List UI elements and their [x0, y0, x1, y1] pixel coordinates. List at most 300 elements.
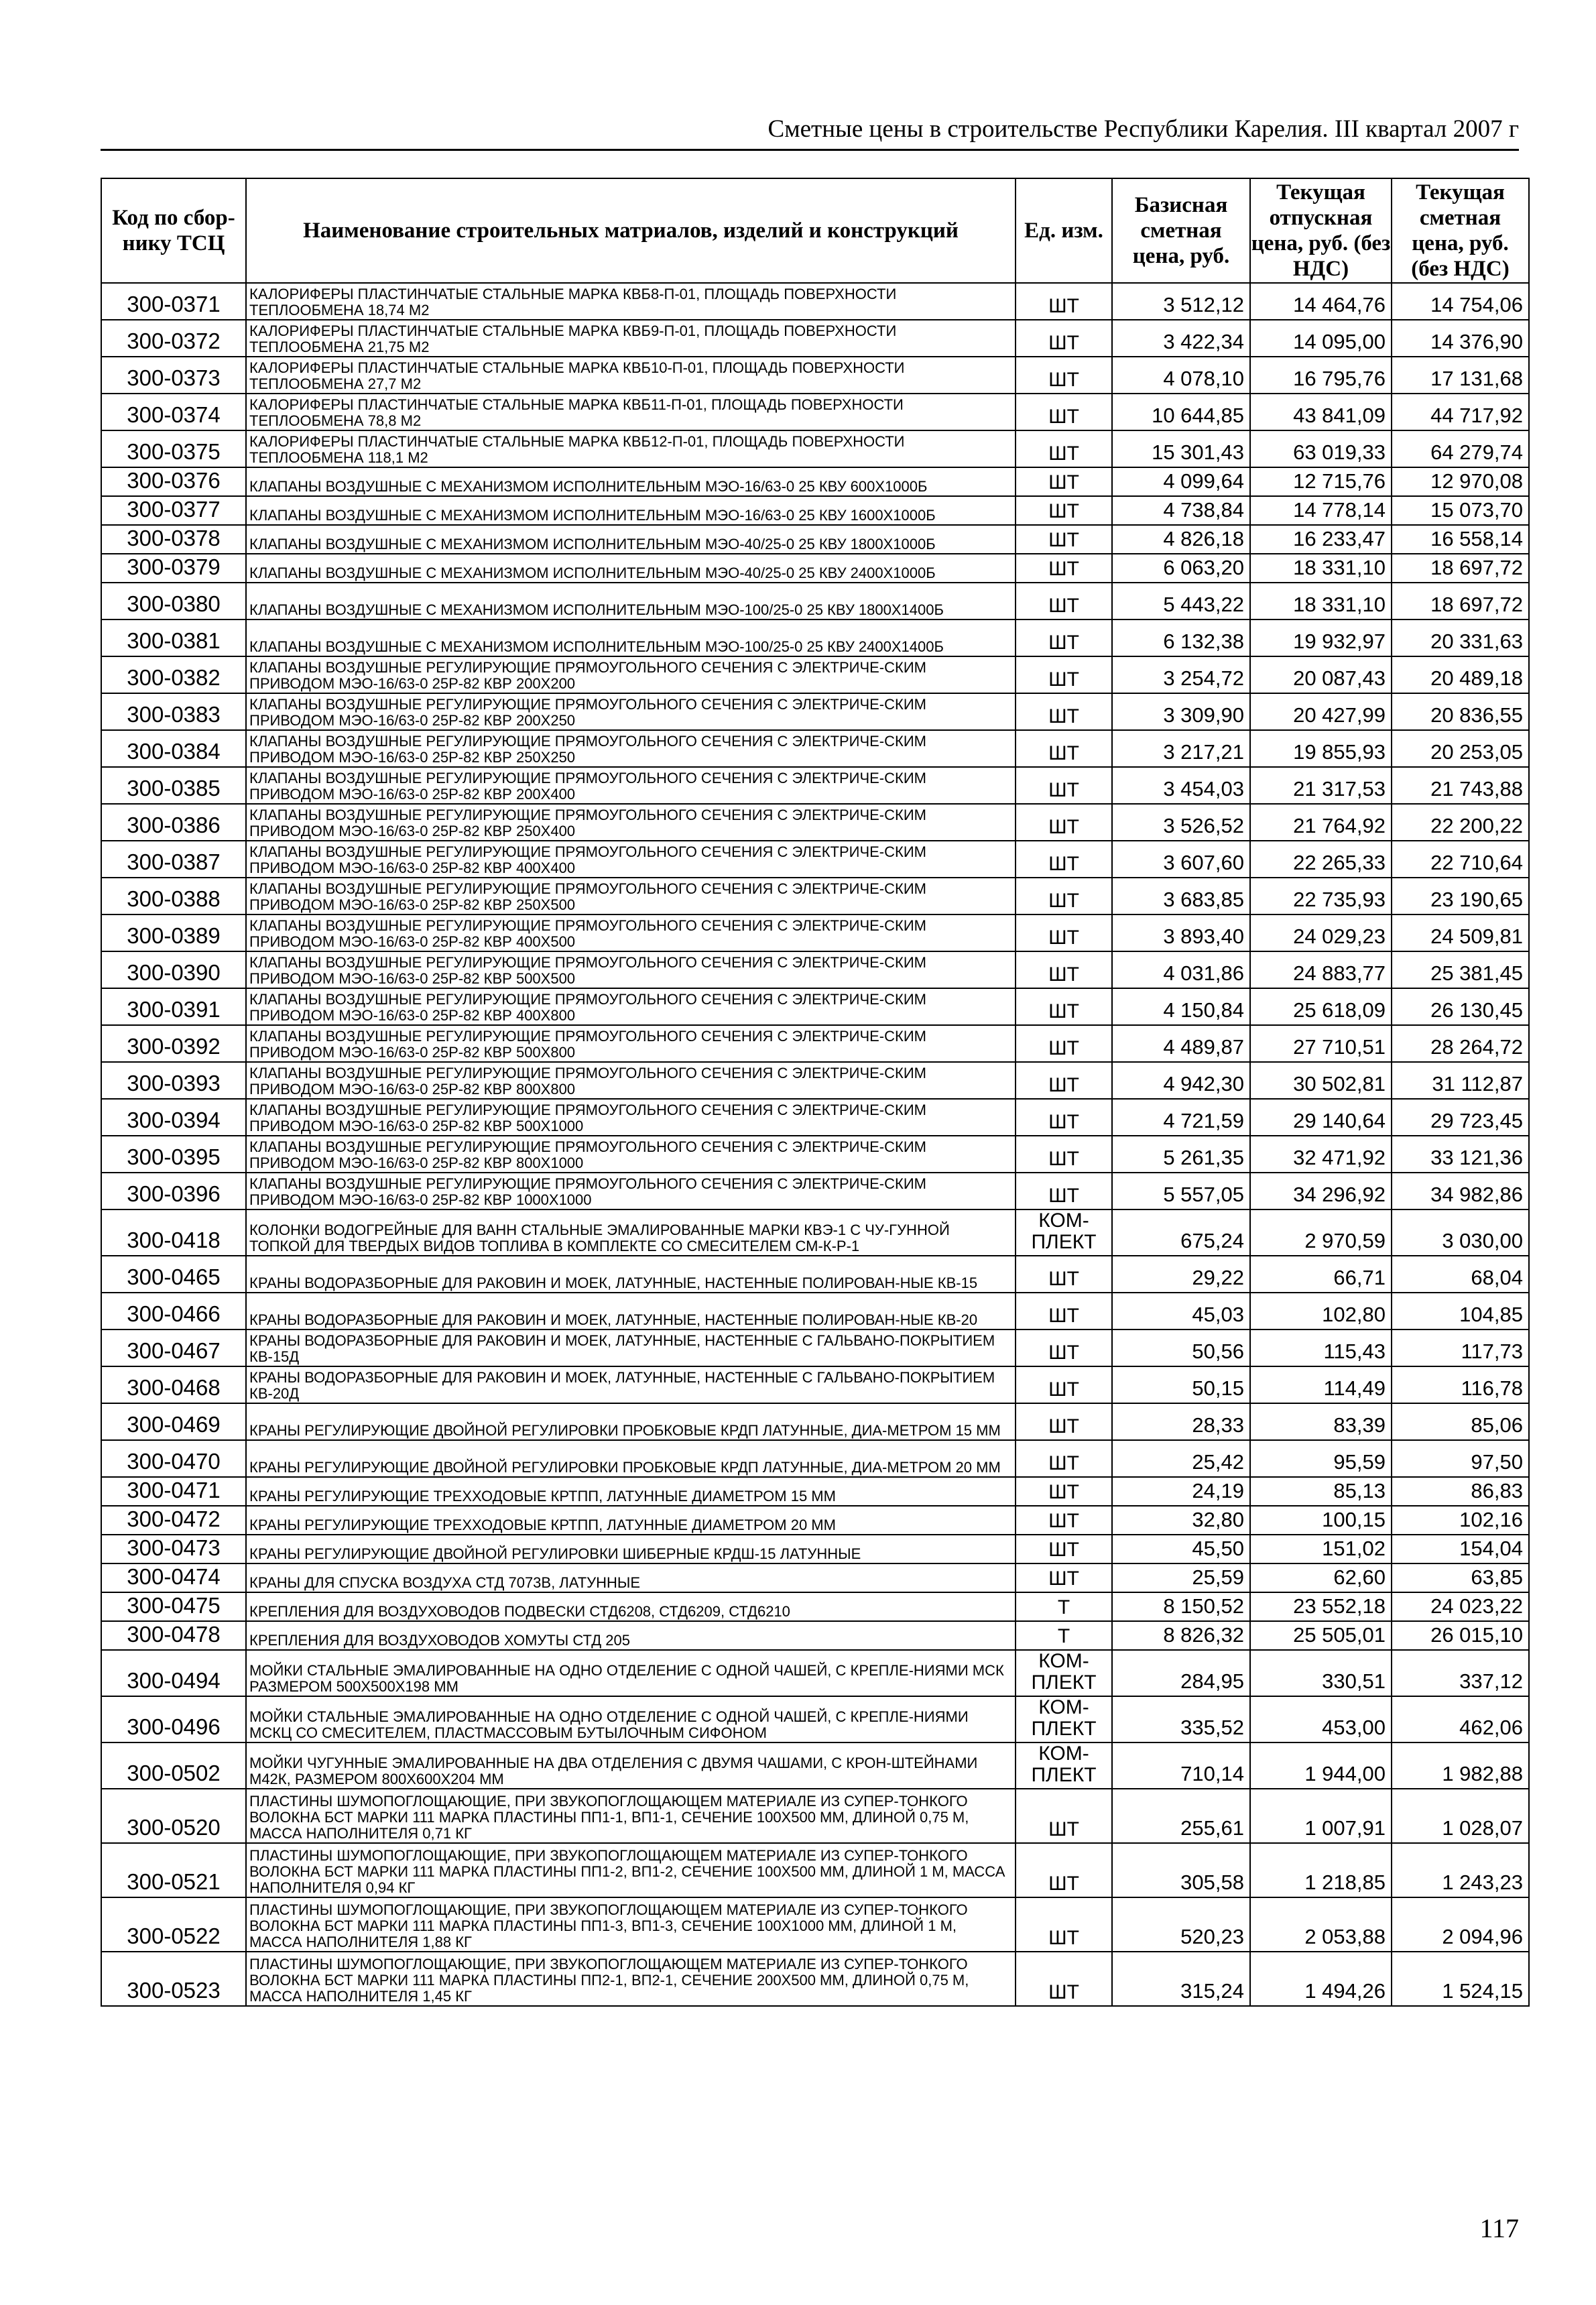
- item-name: КЛАПАНЫ ВОЗДУШНЫЕ РЕГУЛИРУЮЩИЕ ПРЯМОУГОЛЬНОГО СЕЧЕНИЯ С ЭЛЕКТРИЧЕ-СКИМ ПРИВОДОМ МЭО-16/63-0 25Р-82 КВР 800Х800: [246, 1062, 1016, 1099]
- item-base-price: 4 150,84: [1112, 988, 1250, 1025]
- item-release-price: 22 265,33: [1250, 841, 1392, 878]
- item-base-price: 3 607,60: [1112, 841, 1250, 878]
- table-row: [101, 1099, 1529, 1136]
- item-base-price: 4 489,87: [1112, 1025, 1250, 1062]
- item-code: 300-0392: [101, 1025, 246, 1062]
- table-row: [101, 583, 1529, 619]
- table-row: [101, 554, 1529, 583]
- table-row: [101, 1256, 1529, 1293]
- item-base-price: 6 063,20: [1112, 554, 1250, 583]
- item-current-price: 117,73: [1392, 1329, 1529, 1366]
- item-current-price: 64 279,74: [1392, 430, 1529, 467]
- item-name: ПЛАСТИНЫ ШУМОПОГЛОЩАЮЩИЕ, ПРИ ЗВУКОПОГЛОЩАЮЩЕМ МАТЕРИАЛЕ ИЗ СУПЕР-ТОНКОГО ВОЛОКНА БСТ МАРКИ 111 МАРКА ПЛАСТИНЫ ПП2-1, ВП2-1, СЕЧЕНИЕ 200Х500 ММ, ДЛИНОЙ 0,75 М, МАССА НАПОЛНИТЕЛЯ 1,45 КГ: [246, 1952, 1016, 2006]
- item-release-price: 453,00: [1250, 1696, 1392, 1742]
- table-row: [101, 1440, 1529, 1477]
- item-release-price: 151,02: [1250, 1535, 1392, 1563]
- item-code: 300-0522: [101, 1897, 246, 1952]
- item-unit: ШТ: [1016, 554, 1112, 583]
- item-base-price: 5 443,22: [1112, 583, 1250, 619]
- item-base-price: 335,52: [1112, 1696, 1250, 1742]
- item-name: КРАНЫ РЕГУЛИРУЮЩИЕ ТРЕХХОДОВЫЕ КРТПП, ЛАТУННЫЕ ДИАМЕТРОМ 15 ММ: [246, 1477, 1016, 1506]
- item-unit: ШТ: [1016, 1062, 1112, 1099]
- item-unit: ШТ: [1016, 804, 1112, 841]
- item-release-price: 330,51: [1250, 1650, 1392, 1696]
- item-unit: ШТ: [1016, 619, 1112, 656]
- table-row: [101, 1563, 1529, 1592]
- item-code: 300-0389: [101, 914, 246, 951]
- item-unit: ШТ: [1016, 357, 1112, 394]
- item-current-price: 15 073,70: [1392, 496, 1529, 525]
- item-code: 300-0385: [101, 767, 246, 804]
- item-code: 300-0372: [101, 320, 246, 357]
- table-row: [101, 951, 1529, 988]
- item-current-price: 18 697,72: [1392, 583, 1529, 619]
- item-code: 300-0380: [101, 583, 246, 619]
- item-code: 300-0394: [101, 1099, 246, 1136]
- item-base-price: 4 031,86: [1112, 951, 1250, 988]
- item-unit: ШТ: [1016, 583, 1112, 619]
- item-base-price: 5 261,35: [1112, 1136, 1250, 1173]
- item-release-price: 2 970,59: [1250, 1209, 1392, 1256]
- item-base-price: 3 526,52: [1112, 804, 1250, 841]
- item-release-price: 100,15: [1250, 1506, 1392, 1535]
- item-current-price: 20 489,18: [1392, 656, 1529, 693]
- item-name: КЛАПАНЫ ВОЗДУШНЫЕ РЕГУЛИРУЮЩИЕ ПРЯМОУГОЛЬНОГО СЕЧЕНИЯ С ЭЛЕКТРИЧЕ-СКИМ ПРИВОДОМ МЭО-16/63-0 25Р-82 КВР 500Х800: [246, 1025, 1016, 1062]
- item-base-price: 29,22: [1112, 1256, 1250, 1293]
- item-current-price: 20 836,55: [1392, 693, 1529, 730]
- item-release-price: 27 710,51: [1250, 1025, 1392, 1062]
- item-current-price: 21 743,88: [1392, 767, 1529, 804]
- item-unit: ШТ: [1016, 1403, 1112, 1440]
- item-unit: ШТ: [1016, 1843, 1112, 1897]
- item-release-price: 2 053,88: [1250, 1897, 1392, 1952]
- table-row: [101, 1621, 1529, 1650]
- item-current-price: 1 243,23: [1392, 1843, 1529, 1897]
- item-code: 300-0474: [101, 1563, 246, 1592]
- item-name: КЛАПАНЫ ВОЗДУШНЫЕ С МЕХАНИЗМОМ ИСПОЛНИТЕЛЬНЫМ МЭО-100/25-0 25 КВУ 1800Х1400Б: [246, 583, 1016, 619]
- item-current-price: 17 131,68: [1392, 357, 1529, 394]
- table-row: [101, 1209, 1529, 1256]
- item-current-price: 33 121,36: [1392, 1136, 1529, 1173]
- table-row: [101, 878, 1529, 914]
- item-current-price: 23 190,65: [1392, 878, 1529, 914]
- item-code: 300-0375: [101, 430, 246, 467]
- running-header-text: Сметные цены в строительстве Республики Карелия. III квартал 2007 г: [768, 115, 1519, 143]
- item-code: 300-0378: [101, 525, 246, 554]
- item-release-price: 21 317,53: [1250, 767, 1392, 804]
- item-release-price: 34 296,92: [1250, 1173, 1392, 1209]
- table-row: [101, 1293, 1529, 1329]
- table-row: [101, 430, 1529, 467]
- item-unit: КОМ-ПЛЕКТ: [1016, 1650, 1112, 1696]
- item-name: КАЛОРИФЕРЫ ПЛАСТИНЧАТЫЕ СТАЛЬНЫЕ МАРКА КВБ8-П-01, ПЛОЩАДЬ ПОВЕРХНОСТИ ТЕПЛООБМЕНА 18,74 М2: [246, 283, 1016, 320]
- item-current-price: 462,06: [1392, 1696, 1529, 1742]
- item-unit: ШТ: [1016, 878, 1112, 914]
- table-row: [101, 1843, 1529, 1897]
- item-code: 300-0520: [101, 1789, 246, 1843]
- item-code: 300-0465: [101, 1256, 246, 1293]
- table-body: [101, 283, 1529, 2006]
- running-header: [101, 114, 1519, 151]
- item-name: КЛАПАНЫ ВОЗДУШНЫЕ РЕГУЛИРУЮЩИЕ ПРЯМОУГОЛЬНОГО СЕЧЕНИЯ С ЭЛЕКТРИЧЕ-СКИМ ПРИВОДОМ МЭО-16/63-0 25Р-82 КВР 200Х200: [246, 656, 1016, 693]
- item-current-price: 102,16: [1392, 1506, 1529, 1535]
- item-base-price: 255,61: [1112, 1789, 1250, 1843]
- item-release-price: 14 464,76: [1250, 283, 1392, 320]
- item-current-price: 86,83: [1392, 1477, 1529, 1506]
- item-release-price: 14 778,14: [1250, 496, 1392, 525]
- item-code: 300-0418: [101, 1209, 246, 1256]
- item-release-price: 25 505,01: [1250, 1621, 1392, 1650]
- item-current-price: 22 200,22: [1392, 804, 1529, 841]
- item-unit: ШТ: [1016, 951, 1112, 988]
- item-code: 300-0393: [101, 1062, 246, 1099]
- item-code: 300-0386: [101, 804, 246, 841]
- table-row: [101, 1062, 1529, 1099]
- item-unit: Т: [1016, 1592, 1112, 1621]
- item-release-price: 14 095,00: [1250, 320, 1392, 357]
- item-base-price: 4 826,18: [1112, 525, 1250, 554]
- item-name: ПЛАСТИНЫ ШУМОПОГЛОЩАЮЩИЕ, ПРИ ЗВУКОПОГЛОЩАЮЩЕМ МАТЕРИАЛЕ ИЗ СУПЕР-ТОНКОГО ВОЛОКНА БСТ МАРКИ 111 МАРКА ПЛАСТИНЫ ПП1-2, ВП1-2, СЕЧЕНИЕ 100Х500 ММ, ДЛИНОЙ 1 М, МАССА НАПОЛНИТЕЛЯ 0,94 КГ: [246, 1843, 1016, 1897]
- item-unit: ШТ: [1016, 1952, 1112, 2006]
- item-base-price: 28,33: [1112, 1403, 1250, 1440]
- item-release-price: 1 494,26: [1250, 1952, 1392, 2006]
- item-current-price: 1 524,15: [1392, 1952, 1529, 2006]
- item-name: КРАНЫ РЕГУЛИРУЮЩИЕ ТРЕХХОДОВЫЕ КРТПП, ЛАТУННЫЕ ДИАМЕТРОМ 20 ММ: [246, 1506, 1016, 1535]
- item-code: 300-0381: [101, 619, 246, 656]
- item-base-price: 4 942,30: [1112, 1062, 1250, 1099]
- item-base-price: 50,56: [1112, 1329, 1250, 1366]
- item-name: КРАНЫ РЕГУЛИРУЮЩИЕ ДВОЙНОЙ РЕГУЛИРОВКИ ПРОБКОВЫЕ КРДП ЛАТУННЫЕ, ДИА-МЕТРОМ 15 ММ: [246, 1403, 1016, 1440]
- table-row: [101, 767, 1529, 804]
- item-unit: ШТ: [1016, 730, 1112, 767]
- item-current-price: 20 331,63: [1392, 619, 1529, 656]
- table-row: [101, 1952, 1529, 2006]
- item-current-price: 2 094,96: [1392, 1897, 1529, 1952]
- item-release-price: 18 331,10: [1250, 554, 1392, 583]
- item-current-price: 24 509,81: [1392, 914, 1529, 951]
- item-current-price: 44 717,92: [1392, 394, 1529, 430]
- item-release-price: 32 471,92: [1250, 1136, 1392, 1173]
- item-base-price: 3 454,03: [1112, 767, 1250, 804]
- item-code: 300-0473: [101, 1535, 246, 1563]
- item-base-price: 3 683,85: [1112, 878, 1250, 914]
- item-name: КЛАПАНЫ ВОЗДУШНЫЕ РЕГУЛИРУЮЩИЕ ПРЯМОУГОЛЬНОГО СЕЧЕНИЯ С ЭЛЕКТРИЧЕ-СКИМ ПРИВОДОМ МЭО-16/63-0 25Р-82 КВР 400Х400: [246, 841, 1016, 878]
- item-code: 300-0395: [101, 1136, 246, 1173]
- col-header-code: Код по сбор-нику ТСЦ: [101, 178, 246, 283]
- item-release-price: 1 007,91: [1250, 1789, 1392, 1843]
- item-release-price: 29 140,64: [1250, 1099, 1392, 1136]
- table-row: [101, 320, 1529, 357]
- item-base-price: 8 826,32: [1112, 1621, 1250, 1650]
- item-name: КЛАПАНЫ ВОЗДУШНЫЕ РЕГУЛИРУЮЩИЕ ПРЯМОУГОЛЬНОГО СЕЧЕНИЯ С ЭЛЕКТРИЧЕ-СКИМ ПРИВОДОМ МЭО-16/63-0 25Р-82 КВР 400Х500: [246, 914, 1016, 951]
- table-row: [101, 656, 1529, 693]
- item-unit: ШТ: [1016, 496, 1112, 525]
- table-row: [101, 1366, 1529, 1403]
- item-base-price: 25,42: [1112, 1440, 1250, 1477]
- item-current-price: 20 253,05: [1392, 730, 1529, 767]
- table-row: [101, 1742, 1529, 1789]
- item-current-price: 154,04: [1392, 1535, 1529, 1563]
- item-unit: ШТ: [1016, 1477, 1112, 1506]
- col-header-unit: Ед. изм.: [1016, 178, 1112, 283]
- item-name: КЛАПАНЫ ВОЗДУШНЫЕ С МЕХАНИЗМОМ ИСПОЛНИТЕЛЬНЫМ МЭО-40/25-0 25 КВУ 2400Х1000Б: [246, 554, 1016, 583]
- item-name: МОЙКИ ЧУГУННЫЕ ЭМАЛИРОВАННЫЕ НА ДВА ОТДЕЛЕНИЯ С ДВУМЯ ЧАШАМИ, С КРОН-ШТЕЙНАМИ М42К, РАЗМЕРОМ 800Х600Х204 ММ: [246, 1742, 1016, 1789]
- item-name: КЛАПАНЫ ВОЗДУШНЫЕ РЕГУЛИРУЮЩИЕ ПРЯМОУГОЛЬНОГО СЕЧЕНИЯ С ЭЛЕКТРИЧЕ-СКИМ ПРИВОДОМ МЭО-16/63-0 25Р-82 КВР 500Х500: [246, 951, 1016, 988]
- item-current-price: 34 982,86: [1392, 1173, 1529, 1209]
- item-code: 300-0475: [101, 1592, 246, 1621]
- item-name: КЛАПАНЫ ВОЗДУШНЫЕ РЕГУЛИРУЮЩИЕ ПРЯМОУГОЛЬНОГО СЕЧЕНИЯ С ЭЛЕКТРИЧЕ-СКИМ ПРИВОДОМ МЭО-16/63-0 25Р-82 КВР 250Х500: [246, 878, 1016, 914]
- item-release-price: 20 087,43: [1250, 656, 1392, 693]
- item-name: КЛАПАНЫ ВОЗДУШНЫЕ РЕГУЛИРУЮЩИЕ ПРЯМОУГОЛЬНОГО СЕЧЕНИЯ С ЭЛЕКТРИЧЕ-СКИМ ПРИВОДОМ МЭО-16/63-0 25Р-82 КВР 1000Х1000: [246, 1173, 1016, 1209]
- item-unit: ШТ: [1016, 1099, 1112, 1136]
- item-release-price: 85,13: [1250, 1477, 1392, 1506]
- item-current-price: 14 376,90: [1392, 320, 1529, 357]
- item-name: КРАНЫ ВОДОРАЗБОРНЫЕ ДЛЯ РАКОВИН И МОЕК, ЛАТУННЫЕ, НАСТЕННЫЕ С ГАЛЬВАНО-ПОКРЫТИЕМ КВ-20Д: [246, 1366, 1016, 1403]
- item-code: 300-0471: [101, 1477, 246, 1506]
- price-table: [101, 178, 1530, 2007]
- item-current-price: 68,04: [1392, 1256, 1529, 1293]
- table-row: [101, 914, 1529, 951]
- item-release-price: 19 855,93: [1250, 730, 1392, 767]
- item-current-price: 25 381,45: [1392, 951, 1529, 988]
- item-code: 300-0469: [101, 1403, 246, 1440]
- table-row: [101, 1403, 1529, 1440]
- table-row: [101, 988, 1529, 1025]
- item-release-price: 18 331,10: [1250, 583, 1392, 619]
- item-name: КРЕПЛЕНИЯ ДЛЯ ВОЗДУХОВОДОВ ПОДВЕСКИ СТД6208, СТД6209, СТД6210: [246, 1592, 1016, 1621]
- item-name: КЛАПАНЫ ВОЗДУШНЫЕ РЕГУЛИРУЮЩИЕ ПРЯМОУГОЛЬНОГО СЕЧЕНИЯ С ЭЛЕКТРИЧЕ-СКИМ ПРИВОДОМ МЭО-16/63-0 25Р-82 КВР 250Х400: [246, 804, 1016, 841]
- item-unit: ШТ: [1016, 394, 1112, 430]
- item-release-price: 62,60: [1250, 1563, 1392, 1592]
- col-header-name: Наименование строительных матриалов, изделий и конструкций: [246, 178, 1016, 283]
- item-name: КЛАПАНЫ ВОЗДУШНЫЕ С МЕХАНИЗМОМ ИСПОЛНИТЕЛЬНЫМ МЭО-40/25-0 25 КВУ 1800Х1000Б: [246, 525, 1016, 554]
- item-code: 300-0384: [101, 730, 246, 767]
- item-name: КЛАПАНЫ ВОЗДУШНЫЕ С МЕХАНИЗМОМ ИСПОЛНИТЕЛЬНЫМ МЭО-100/25-0 25 КВУ 2400Х1400Б: [246, 619, 1016, 656]
- item-code: 300-0382: [101, 656, 246, 693]
- col-header-current-price: Текущая сметная цена, руб. (без НДС): [1392, 178, 1529, 283]
- item-unit: ШТ: [1016, 1789, 1112, 1843]
- item-code: 300-0396: [101, 1173, 246, 1209]
- item-code: 300-0388: [101, 878, 246, 914]
- item-unit: ШТ: [1016, 1136, 1112, 1173]
- col-header-release-price: Текущая отпускная цена, руб. (без НДС): [1250, 178, 1392, 283]
- table-header-row: [101, 178, 1529, 283]
- item-unit: ШТ: [1016, 1025, 1112, 1062]
- item-name: КЛАПАНЫ ВОЗДУШНЫЕ РЕГУЛИРУЮЩИЕ ПРЯМОУГОЛЬНОГО СЕЧЕНИЯ С ЭЛЕКТРИЧЕ-СКИМ ПРИВОДОМ МЭО-16/63-0 25Р-82 КВР 200Х250: [246, 693, 1016, 730]
- item-code: 300-0467: [101, 1329, 246, 1366]
- item-code: 300-0472: [101, 1506, 246, 1535]
- item-name: КРАНЫ ДЛЯ СПУСКА ВОЗДУХА СТД 7073В, ЛАТУННЫЕ: [246, 1563, 1016, 1592]
- table-row: [101, 394, 1529, 430]
- table-row: [101, 841, 1529, 878]
- table-row: [101, 1696, 1529, 1742]
- item-base-price: 8 150,52: [1112, 1592, 1250, 1621]
- item-name: МОЙКИ СТАЛЬНЫЕ ЭМАЛИРОВАННЫЕ НА ОДНО ОТДЕЛЕНИЕ С ОДНОЙ ЧАШЕЙ, С КРЕПЛЕ-НИЯМИ МСК РАЗМЕРОМ 500Х500Х198 ММ: [246, 1650, 1016, 1696]
- item-release-price: 30 502,81: [1250, 1062, 1392, 1099]
- col-header-base-price: Базисная сметная цена, руб.: [1112, 178, 1250, 283]
- item-code: 300-0470: [101, 1440, 246, 1477]
- item-code: 300-0521: [101, 1843, 246, 1897]
- table-row: [101, 804, 1529, 841]
- item-unit: ШТ: [1016, 1256, 1112, 1293]
- item-release-price: 1 218,85: [1250, 1843, 1392, 1897]
- item-name: КРЕПЛЕНИЯ ДЛЯ ВОЗДУХОВОДОВ ХОМУТЫ СТД 205: [246, 1621, 1016, 1650]
- table-row: [101, 525, 1529, 554]
- item-base-price: 675,24: [1112, 1209, 1250, 1256]
- item-code: 300-0373: [101, 357, 246, 394]
- table-row: [101, 1136, 1529, 1173]
- item-current-price: 337,12: [1392, 1650, 1529, 1696]
- table-row: [101, 283, 1529, 320]
- item-current-price: 31 112,87: [1392, 1062, 1529, 1099]
- table-row: [101, 1477, 1529, 1506]
- item-current-price: 26 015,10: [1392, 1621, 1529, 1650]
- item-unit: ШТ: [1016, 1173, 1112, 1209]
- item-base-price: 284,95: [1112, 1650, 1250, 1696]
- item-release-price: 21 764,92: [1250, 804, 1392, 841]
- item-unit: ШТ: [1016, 1897, 1112, 1952]
- table-row: [101, 1535, 1529, 1563]
- item-current-price: 85,06: [1392, 1403, 1529, 1440]
- item-code: 300-0379: [101, 554, 246, 583]
- item-code: 300-0468: [101, 1366, 246, 1403]
- item-current-price: 12 970,08: [1392, 467, 1529, 496]
- item-base-price: 3 422,34: [1112, 320, 1250, 357]
- item-base-price: 5 557,05: [1112, 1173, 1250, 1209]
- item-name: КЛАПАНЫ ВОЗДУШНЫЕ РЕГУЛИРУЮЩИЕ ПРЯМОУГОЛЬНОГО СЕЧЕНИЯ С ЭЛЕКТРИЧЕ-СКИМ ПРИВОДОМ МЭО-16/63-0 25Р-82 КВР 250Х250: [246, 730, 1016, 767]
- item-release-price: 12 715,76: [1250, 467, 1392, 496]
- table-row: [101, 1592, 1529, 1621]
- item-unit: Т: [1016, 1621, 1112, 1650]
- item-code: 300-0494: [101, 1650, 246, 1696]
- item-base-price: 45,50: [1112, 1535, 1250, 1563]
- item-unit: ШТ: [1016, 914, 1112, 951]
- item-unit: ШТ: [1016, 525, 1112, 554]
- item-current-price: 1 982,88: [1392, 1742, 1529, 1789]
- item-release-price: 25 618,09: [1250, 988, 1392, 1025]
- item-release-price: 66,71: [1250, 1256, 1392, 1293]
- item-release-price: 43 841,09: [1250, 394, 1392, 430]
- item-unit: ШТ: [1016, 1366, 1112, 1403]
- item-base-price: 4 738,84: [1112, 496, 1250, 525]
- item-release-price: 16 795,76: [1250, 357, 1392, 394]
- item-base-price: 25,59: [1112, 1563, 1250, 1592]
- item-name: КРАНЫ РЕГУЛИРУЮЩИЕ ДВОЙНОЙ РЕГУЛИРОВКИ ШИБЕРНЫЕ КРДШ-15 ЛАТУННЫЕ: [246, 1535, 1016, 1563]
- table-row: [101, 1897, 1529, 1952]
- item-release-price: 114,49: [1250, 1366, 1392, 1403]
- item-unit: ШТ: [1016, 656, 1112, 693]
- item-current-price: 3 030,00: [1392, 1209, 1529, 1256]
- item-current-price: 97,50: [1392, 1440, 1529, 1477]
- item-code: 300-0374: [101, 394, 246, 430]
- item-unit: КОМ-ПЛЕКТ: [1016, 1209, 1112, 1256]
- item-current-price: 26 130,45: [1392, 988, 1529, 1025]
- item-release-price: 22 735,93: [1250, 878, 1392, 914]
- item-name: КАЛОРИФЕРЫ ПЛАСТИНЧАТЫЕ СТАЛЬНЫЕ МАРКА КВБ11-П-01, ПЛОЩАДЬ ПОВЕРХНОСТИ ТЕПЛООБМЕНА 78,8 М2: [246, 394, 1016, 430]
- table-row: [101, 730, 1529, 767]
- item-code: 300-0466: [101, 1293, 246, 1329]
- item-current-price: 22 710,64: [1392, 841, 1529, 878]
- item-current-price: 1 028,07: [1392, 1789, 1529, 1843]
- item-release-price: 19 932,97: [1250, 619, 1392, 656]
- item-name: КЛАПАНЫ ВОЗДУШНЫЕ С МЕХАНИЗМОМ ИСПОЛНИТЕЛЬНЫМ МЭО-16/63-0 25 КВУ 1600Х1000Б: [246, 496, 1016, 525]
- item-base-price: 3 512,12: [1112, 283, 1250, 320]
- item-name: КЛАПАНЫ ВОЗДУШНЫЕ С МЕХАНИЗМОМ ИСПОЛНИТЕЛЬНЫМ МЭО-16/63-0 25 КВУ 600Х1000Б: [246, 467, 1016, 496]
- table-row: [101, 357, 1529, 394]
- item-unit: ШТ: [1016, 1293, 1112, 1329]
- item-unit: ШТ: [1016, 1563, 1112, 1592]
- item-name: ПЛАСТИНЫ ШУМОПОГЛОЩАЮЩИЕ, ПРИ ЗВУКОПОГЛОЩАЮЩЕМ МАТЕРИАЛЕ ИЗ СУПЕР-ТОНКОГО ВОЛОКНА БСТ МАРКИ 111 МАРКА ПЛАСТИНЫ ПП1-3, ВП1-3, СЕЧЕНИЕ 100Х1000 ММ, ДЛИНОЙ 1 М, МАССА НАПОЛНИТЕЛЯ 1,88 КГ: [246, 1897, 1016, 1952]
- item-base-price: 6 132,38: [1112, 619, 1250, 656]
- item-unit: ШТ: [1016, 693, 1112, 730]
- item-base-price: 305,58: [1112, 1843, 1250, 1897]
- item-release-price: 1 944,00: [1250, 1742, 1392, 1789]
- item-base-price: 3 893,40: [1112, 914, 1250, 951]
- item-current-price: 29 723,45: [1392, 1099, 1529, 1136]
- item-unit: ШТ: [1016, 841, 1112, 878]
- item-current-price: 104,85: [1392, 1293, 1529, 1329]
- item-unit: ШТ: [1016, 283, 1112, 320]
- item-current-price: 116,78: [1392, 1366, 1529, 1403]
- item-name: КОЛОНКИ ВОДОГРЕЙНЫЕ ДЛЯ ВАНН СТАЛЬНЫЕ ЭМАЛИРОВАННЫЕ МАРКИ КВЭ-1 С ЧУ-ГУННОЙ ТОПКОЙ ДЛЯ ТВЕРДЫХ ВИДОВ ТОПЛИВА В КОМПЛЕКТЕ СО СМЕСИТЕЛЕМ СМ-К-Р-1: [246, 1209, 1016, 1256]
- item-current-price: 16 558,14: [1392, 525, 1529, 554]
- item-base-price: 50,15: [1112, 1366, 1250, 1403]
- item-base-price: 520,23: [1112, 1897, 1250, 1952]
- item-release-price: 24 029,23: [1250, 914, 1392, 951]
- item-release-price: 23 552,18: [1250, 1592, 1392, 1621]
- item-name: КЛАПАНЫ ВОЗДУШНЫЕ РЕГУЛИРУЮЩИЕ ПРЯМОУГОЛЬНОГО СЕЧЕНИЯ С ЭЛЕКТРИЧЕ-СКИМ ПРИВОДОМ МЭО-16/63-0 25Р-82 КВР 200Х400: [246, 767, 1016, 804]
- item-current-price: 28 264,72: [1392, 1025, 1529, 1062]
- item-base-price: 10 644,85: [1112, 394, 1250, 430]
- item-release-price: 16 233,47: [1250, 525, 1392, 554]
- table-row: [101, 467, 1529, 496]
- item-current-price: 18 697,72: [1392, 554, 1529, 583]
- item-base-price: 315,24: [1112, 1952, 1250, 2006]
- table-row: [101, 1650, 1529, 1696]
- item-code: 300-0390: [101, 951, 246, 988]
- item-base-price: 4 078,10: [1112, 357, 1250, 394]
- item-name: КРАНЫ ВОДОРАЗБОРНЫЕ ДЛЯ РАКОВИН И МОЕК, ЛАТУННЫЕ, НАСТЕННЫЕ ПОЛИРОВАН-НЫЕ КВ-20: [246, 1293, 1016, 1329]
- item-unit: ШТ: [1016, 1329, 1112, 1366]
- item-name: КЛАПАНЫ ВОЗДУШНЫЕ РЕГУЛИРУЮЩИЕ ПРЯМОУГОЛЬНОГО СЕЧЕНИЯ С ЭЛЕКТРИЧЕ-СКИМ ПРИВОДОМ МЭО-16/63-0 25Р-82 КВР 400Х800: [246, 988, 1016, 1025]
- item-name: КЛАПАНЫ ВОЗДУШНЫЕ РЕГУЛИРУЮЩИЕ ПРЯМОУГОЛЬНОГО СЕЧЕНИЯ С ЭЛЕКТРИЧЕ-СКИМ ПРИВОДОМ МЭО-16/63-0 25Р-82 КВР 500Х1000: [246, 1099, 1016, 1136]
- item-base-price: 32,80: [1112, 1506, 1250, 1535]
- table-row: [101, 619, 1529, 656]
- item-name: КРАНЫ РЕГУЛИРУЮЩИЕ ДВОЙНОЙ РЕГУЛИРОВКИ ПРОБКОВЫЕ КРДП ЛАТУННЫЕ, ДИА-МЕТРОМ 20 ММ: [246, 1440, 1016, 1477]
- item-unit: ШТ: [1016, 467, 1112, 496]
- item-code: 300-0387: [101, 841, 246, 878]
- item-code: 300-0496: [101, 1696, 246, 1742]
- item-code: 300-0523: [101, 1952, 246, 2006]
- item-base-price: 3 217,21: [1112, 730, 1250, 767]
- item-unit: ШТ: [1016, 320, 1112, 357]
- item-unit: ШТ: [1016, 1440, 1112, 1477]
- item-base-price: 4 099,64: [1112, 467, 1250, 496]
- item-release-price: 24 883,77: [1250, 951, 1392, 988]
- item-unit: ШТ: [1016, 1535, 1112, 1563]
- item-name: КЛАПАНЫ ВОЗДУШНЫЕ РЕГУЛИРУЮЩИЕ ПРЯМОУГОЛЬНОГО СЕЧЕНИЯ С ЭЛЕКТРИЧЕ-СКИМ ПРИВОДОМ МЭО-16/63-0 25Р-82 КВР 800Х1000: [246, 1136, 1016, 1173]
- item-code: 300-0391: [101, 988, 246, 1025]
- item-release-price: 115,43: [1250, 1329, 1392, 1366]
- item-base-price: 24,19: [1112, 1477, 1250, 1506]
- item-name: КАЛОРИФЕРЫ ПЛАСТИНЧАТЫЕ СТАЛЬНЫЕ МАРКА КВБ12-П-01, ПЛОЩАДЬ ПОВЕРХНОСТИ ТЕПЛООБМЕНА 118,1 М2: [246, 430, 1016, 467]
- table-row: [101, 1506, 1529, 1535]
- table-row: [101, 693, 1529, 730]
- item-code: 300-0383: [101, 693, 246, 730]
- item-release-price: 102,80: [1250, 1293, 1392, 1329]
- item-name: КАЛОРИФЕРЫ ПЛАСТИНЧАТЫЕ СТАЛЬНЫЕ МАРКА КВБ9-П-01, ПЛОЩАДЬ ПОВЕРХНОСТИ ТЕПЛООБМЕНА 21,75 М2: [246, 320, 1016, 357]
- item-name: КРАНЫ ВОДОРАЗБОРНЫЕ ДЛЯ РАКОВИН И МОЕК, ЛАТУННЫЕ, НАСТЕННЫЕ С ГАЛЬВАНО-ПОКРЫТИЕМ КВ-15Д: [246, 1329, 1016, 1366]
